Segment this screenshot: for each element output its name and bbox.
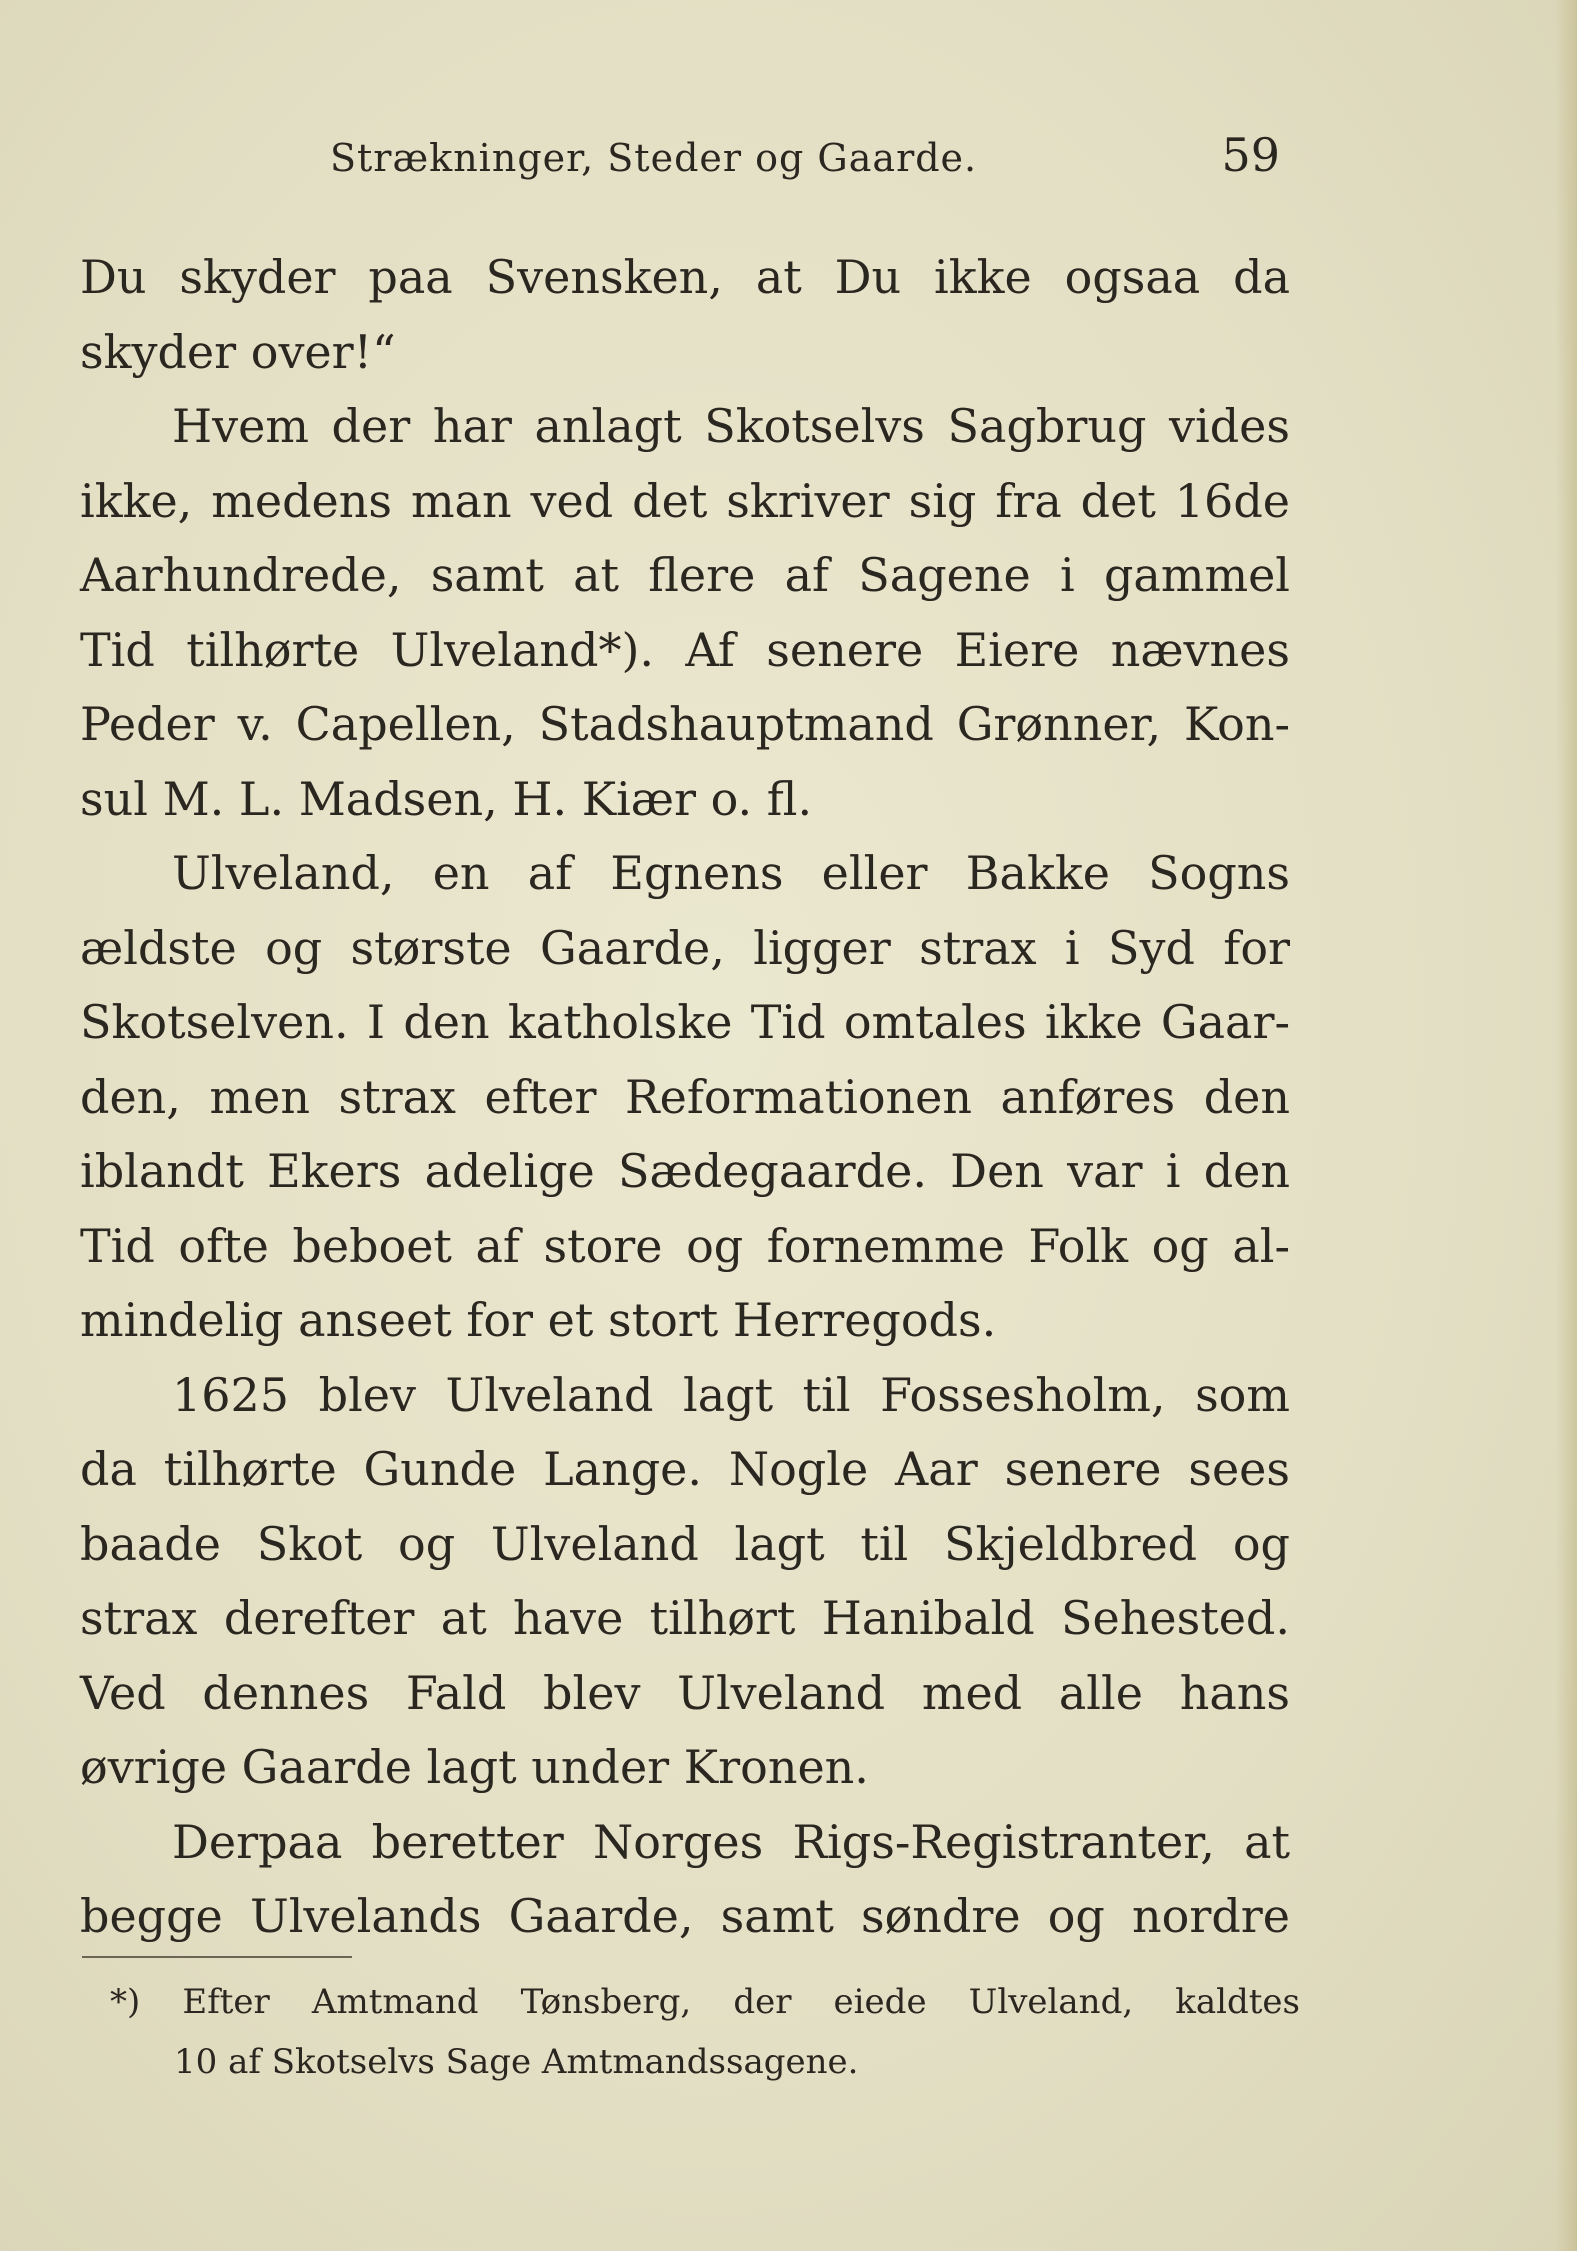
text-line: Tid tilhørte Ulveland*). Af senere Eiere nævnes xyxy=(80,622,1290,677)
text-line: skyder over!“ xyxy=(80,324,396,379)
footnote xyxy=(110,1972,1300,2092)
text-line: baade Skot og Ulveland lagt til Skjeldbred og xyxy=(80,1516,1290,1571)
text-line: mindelig anseet for et stort Herregods. xyxy=(80,1293,997,1347)
text-line: sul M. L. Madsen, H. Kiær o. fl. xyxy=(80,771,813,826)
text-line: Tid ofte beboet af store og fornemme Folk og al- xyxy=(80,1218,1290,1273)
text-line: Du skyder paa Svensken, at Du ikke ogsaa da xyxy=(80,250,1290,304)
page-header xyxy=(80,128,1280,188)
text-line: Aarhundrede, samt at flere af Sagene i gammel xyxy=(80,548,1290,602)
text-line: Skotselven. I den katholske Tid omtales ikke Gaar- xyxy=(80,995,1290,1049)
text-line: iblandt Ekers adelige Sædegaarde. Den var i den xyxy=(80,1144,1290,1198)
footnote-line: 10 af Skotselvs Sage Amtmandssagene. xyxy=(174,2042,859,2082)
text-line: den, men strax efter Reformationen anføres den xyxy=(80,1069,1290,1124)
footnote-line: *) Efter Amtmand Tønsberg, der eiede Ulveland, kaldtes xyxy=(110,1982,1300,2022)
footnote-rule xyxy=(82,1956,352,1958)
body-text xyxy=(80,240,1290,1954)
running-title: Strækninger, Steder og Gaarde. xyxy=(330,136,978,180)
page-edge-shadow xyxy=(1555,0,1577,2251)
page-number: 59 xyxy=(1221,128,1280,182)
text-line: Peder v. Capellen, Stadshauptmand Grønner, Kon- xyxy=(80,697,1290,751)
text-line: ældste og største Gaarde, ligger strax i Syd for xyxy=(80,920,1290,975)
text-line: da tilhørte Gunde Lange. Nogle Aar senere sees xyxy=(80,1442,1290,1496)
text-line: Derpaa beretter Norges Rigs-Registranter, at xyxy=(172,1814,1290,1869)
text-line: Ved dennes Fald blev Ulveland med alle hans xyxy=(80,1665,1290,1720)
text-line: øvrige Gaarde lagt under Kronen. xyxy=(80,1740,869,1794)
text-line: ikke, medens man ved det skriver sig fra det 16de xyxy=(80,473,1290,528)
text-line: 1625 blev Ulveland lagt til Fossesholm, som xyxy=(172,1367,1290,1422)
text-line: strax derefter at have tilhørt Hanibald Sehested. xyxy=(80,1591,1290,1645)
text-line: Ulveland, en af Egnens eller Bakke Sogns xyxy=(172,846,1290,900)
text-line: Hvem der har anlagt Skotselvs Sagbrug vides xyxy=(172,399,1290,453)
text-line: begge Ulvelands Gaarde, samt søndre og nordre xyxy=(80,1889,1290,1943)
